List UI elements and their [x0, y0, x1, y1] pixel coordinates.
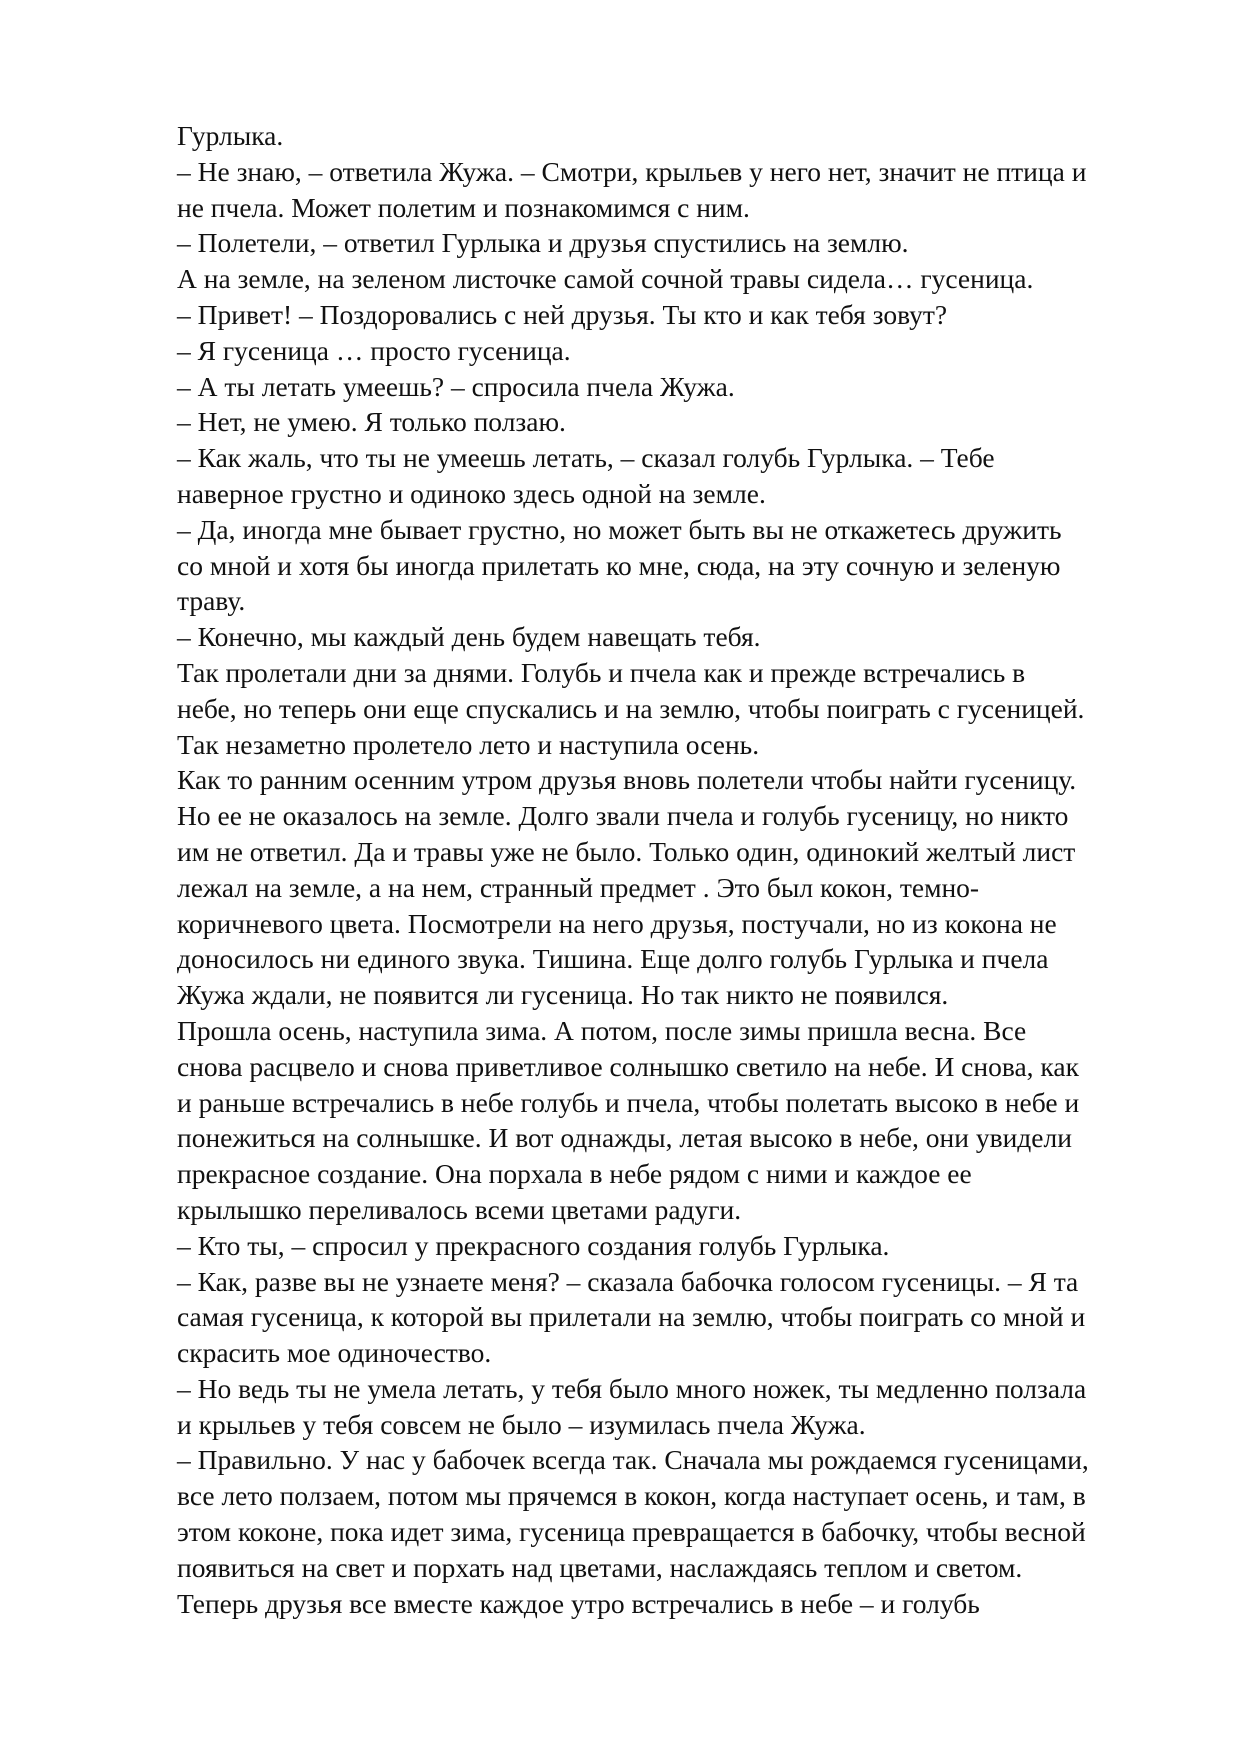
text-line: коричневого цвета. Посмотрели на него друзья, постучали, но из кокона не — [177, 907, 1057, 939]
text-line: Жужа ждали, не появится ли гусеница. Но так никто не появился. — [177, 979, 949, 1011]
text-line: – Привет! – Поздоровались с ней друзья. Ты кто и как тебя зовут? — [177, 298, 948, 330]
text-line: траву. — [177, 585, 246, 617]
text-line: – Я гусеница … просто гусеница. — [177, 334, 571, 366]
text-line: Так пролетали дни за днями. Голубь и пчела как и прежде встречались в — [177, 656, 1026, 688]
text-line: – Кто ты, – спросил у прекрасного создания голубь Гурлыка. — [177, 1229, 890, 1261]
story-text — [177, 118, 1177, 1621]
text-line: Но ее не оказалось на земле. Долго звали пчела и голубь гусеницу, но никто — [177, 800, 1069, 832]
text-line: – Как, разве вы не узнаете меня? – сказала бабочка голосом гусеницы. – Я та — [177, 1265, 1079, 1297]
text-line: и крыльев у тебя совсем не было – изумилась пчела Жужа. — [177, 1408, 866, 1440]
text-line: А на земле, на зеленом листочке самой сочной травы сидела… гусеница. — [177, 263, 1034, 295]
text-line: снова расцвело и снова приветливое солнышко светило на небе. И снова, как — [177, 1050, 1079, 1082]
text-line: со мной и хотя бы иногда прилетать ко мне, сюда, на эту сочную и зеленую — [177, 549, 1061, 581]
text-line: – Как жаль, что ты не умеешь летать, – сказал голубь Гурлыка. – Тебе — [177, 442, 995, 474]
text-line: – Не знаю, – ответила Жужа. – Смотри, крыльев у него нет, значит не птица и — [177, 155, 1087, 187]
text-line: самая гусеница, к которой вы прилетали на землю, чтобы поиграть со мной и — [177, 1301, 1086, 1333]
text-line: доносилось ни единого звука. Тишина. Еще долго голубь Гурлыка и пчела — [177, 943, 1049, 975]
text-line: Теперь друзья все вместе каждое утро встречались в небе – и голубь — [177, 1587, 980, 1619]
text-line: – Но ведь ты не умела летать, у тебя было много ножек, ты медленно ползала — [177, 1372, 1087, 1404]
text-line: крылышко переливалось всеми цветами радуги. — [177, 1193, 742, 1225]
text-line: небе, но теперь они еще спускались и на землю, чтобы поиграть с гусеницей. — [177, 692, 1085, 724]
text-line: скрасить мое одиночество. — [177, 1337, 492, 1369]
text-line: прекрасное создание. Она порхала в небе рядом с ними и каждое ее — [177, 1158, 972, 1190]
text-line: понежиться на солнышке. И вот однажды, летая высоко в небе, они увидели — [177, 1122, 1072, 1154]
text-line: не пчела. Может полетим и познакомимся с ним. — [177, 191, 750, 223]
text-line: – Нет, не умею. Я только ползаю. — [177, 406, 566, 438]
text-line: Так незаметно пролетело лето и наступила осень. — [177, 728, 760, 760]
text-line: все лето ползаем, потом мы прячемся в кокон, когда наступает осень, и там, в — [177, 1480, 1086, 1512]
text-line: наверное грустно и одиноко здесь одной на земле. — [177, 477, 766, 509]
text-line: лежал на земле, а на нем, странный предмет . Это был кокон, темно- — [177, 871, 980, 903]
text-line: этом коконе, пока идет зима, гусеница превращается в бабочку, чтобы весной — [177, 1516, 1086, 1548]
text-line: появиться на свет и порхать над цветами, наслаждаясь теплом и светом. — [177, 1551, 1023, 1583]
text-line: и раньше встречались в небе голубь и пчела, чтобы полетать высоко в небе и — [177, 1086, 1080, 1118]
text-line: Гурлыка. — [177, 120, 284, 151]
text-line: – Да, иногда мне бывает грустно, но может быть вы не откажетесь дружить — [177, 513, 1062, 545]
text-line: Как то ранним осенним утром друзья вновь полетели чтобы найти гусеницу. — [177, 764, 1077, 796]
text-line: – Конечно, мы каждый день будем навещать тебя. — [177, 621, 761, 653]
text-line: – Правильно. У нас у бабочек всегда так. Сначала мы рождаемся гусеницами, — [177, 1444, 1089, 1476]
text-line: – А ты летать умеешь? – спросила пчела Жужа. — [177, 370, 735, 402]
text-line: – Полетели, – ответил Гурлыка и друзья спустились на землю. — [177, 227, 909, 259]
text-line: им не ответил. Да и травы уже не было. Только один, одинокий желтый лист — [177, 835, 1076, 867]
text-line: Прошла осень, наступила зима. А потом, после зимы пришла весна. Все — [177, 1014, 1027, 1046]
